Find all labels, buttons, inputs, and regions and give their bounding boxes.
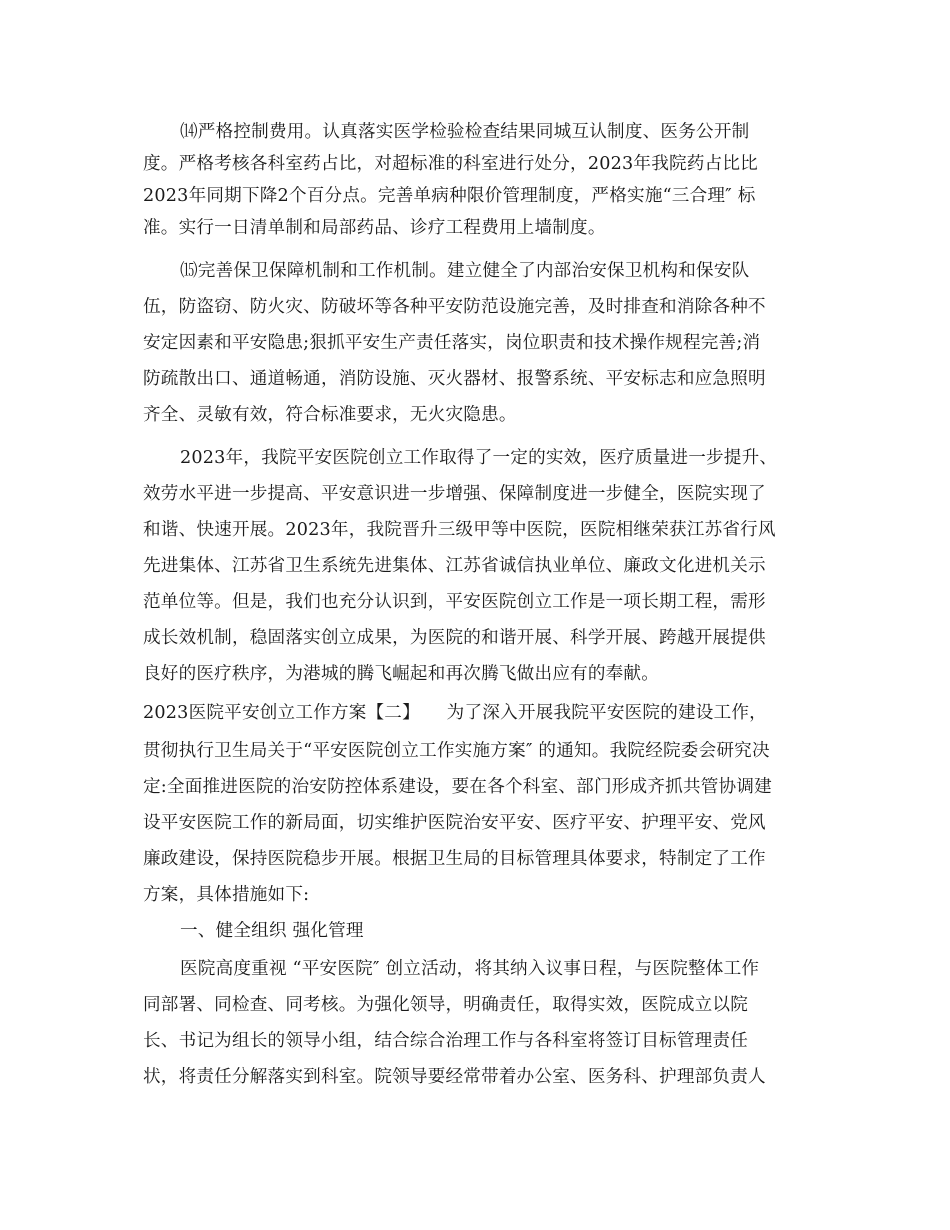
text-line: 贯彻执行卫生局关于“平安医院创立工作实施方案″ 的通知。我院经院委会研究决 — [143, 741, 770, 761]
section-heading: 一、健全组织 强化管理 — [180, 921, 364, 941]
text-line: 度。严格考核各科室药占比，对超标准的科室进行处分，2023年我院药占比比 — [143, 154, 758, 174]
text-line: 状，将责任分解落实到科室。院领导要经常带着办公室、医务科、护理部负责人 — [143, 1067, 766, 1087]
text-line: 防疏散出口、通道畅通，消防设施、灭火器材、报警系统、平安标志和应急照明 — [143, 369, 766, 389]
text-line: 同部署、同检查、同考核。为强化领导，明确责任，取得实效，医院成立以院 — [143, 995, 748, 1015]
text-line: 设平安医院工作的新局面，切实维护医院治安平安、医疗平安、护理平安、党风 — [143, 813, 766, 833]
text-line: 医院高度重视 “平安医院″ 创立活动，将其纳入议事日程，与医院整体工作 — [180, 959, 760, 979]
text-line: 成长效机制，稳固落实创立成果，为医院的和谐开展、科学开展、跨越开展提供 — [143, 628, 766, 648]
text-line: 2023年同期下降2个百分点。完善单病种限价管理制度，严格实施“三合理″ 标 — [143, 186, 756, 206]
text-line: 长、书记为组长的领导小组，结合综合治理工作与各科室将签订目标管理责任 — [143, 1031, 748, 1051]
text-line: 2023年，我院平安医院创立工作取得了一定的实效，医疗质量进一步提升、 — [180, 448, 778, 468]
text-line: 范单位等。但是，我们也充分认识到，平安医院创立工作是一项长期工程，需形 — [143, 592, 766, 612]
text-line: 准。实行一日清单制和局部药品、诊疗工程费用上墙制度。 — [143, 218, 606, 238]
text-line: 伍，防盗窃、防火灾、防破坏等各种平安防范设施完善，及时排查和消除各种不 — [143, 297, 766, 317]
text-line: ⒂完善保卫保障机制和工作机制。建立健全了内部治安保卫机构和保安队 — [180, 261, 750, 281]
text-line: ⒁严格控制费用。认真落实医学检验检查结果同城互认制度、医务公开制 — [180, 122, 750, 142]
text-line: 安定因素和平安隐患;狠抓平安生产责任落实，岗位职责和技术操作规程完善;消 — [143, 333, 761, 353]
text-line: 齐全、灵敏有效，符合标准要求，无火灾隐患。 — [143, 405, 517, 425]
text-line: 良好的医疗秩序，为港城的腾飞崛起和再次腾飞做出应有的奉献。 — [143, 664, 660, 684]
text-line: 效劳水平进一步提高、平安意识进一步增强、保障制度进一步健全，医院实现了 — [143, 484, 766, 504]
text-line: 和谐、快速开展。2023年，我院晋升三级甲等中医院，医院相继荣获江苏省行风 — [143, 520, 776, 540]
text-line: 定:全面推进医院的治安防控体系建设，要在各个科室、部门形成齐抓共管协调建 — [143, 777, 772, 797]
text-line: 廉政建设，保持医院稳步开展。根据卫生局的目标管理具体要求，特制定了工作 — [143, 849, 766, 869]
text-line: 方案，具体措施如下: — [143, 885, 310, 905]
text-line: 先进集体、江苏省卫生系统先进集体、江苏省诚信执业单位、廉政文化进机关示 — [143, 556, 766, 576]
text-line: 2023医院平安创立工作方案【二】 为了深入开展我院平安医院的建设工作， — [143, 703, 767, 723]
